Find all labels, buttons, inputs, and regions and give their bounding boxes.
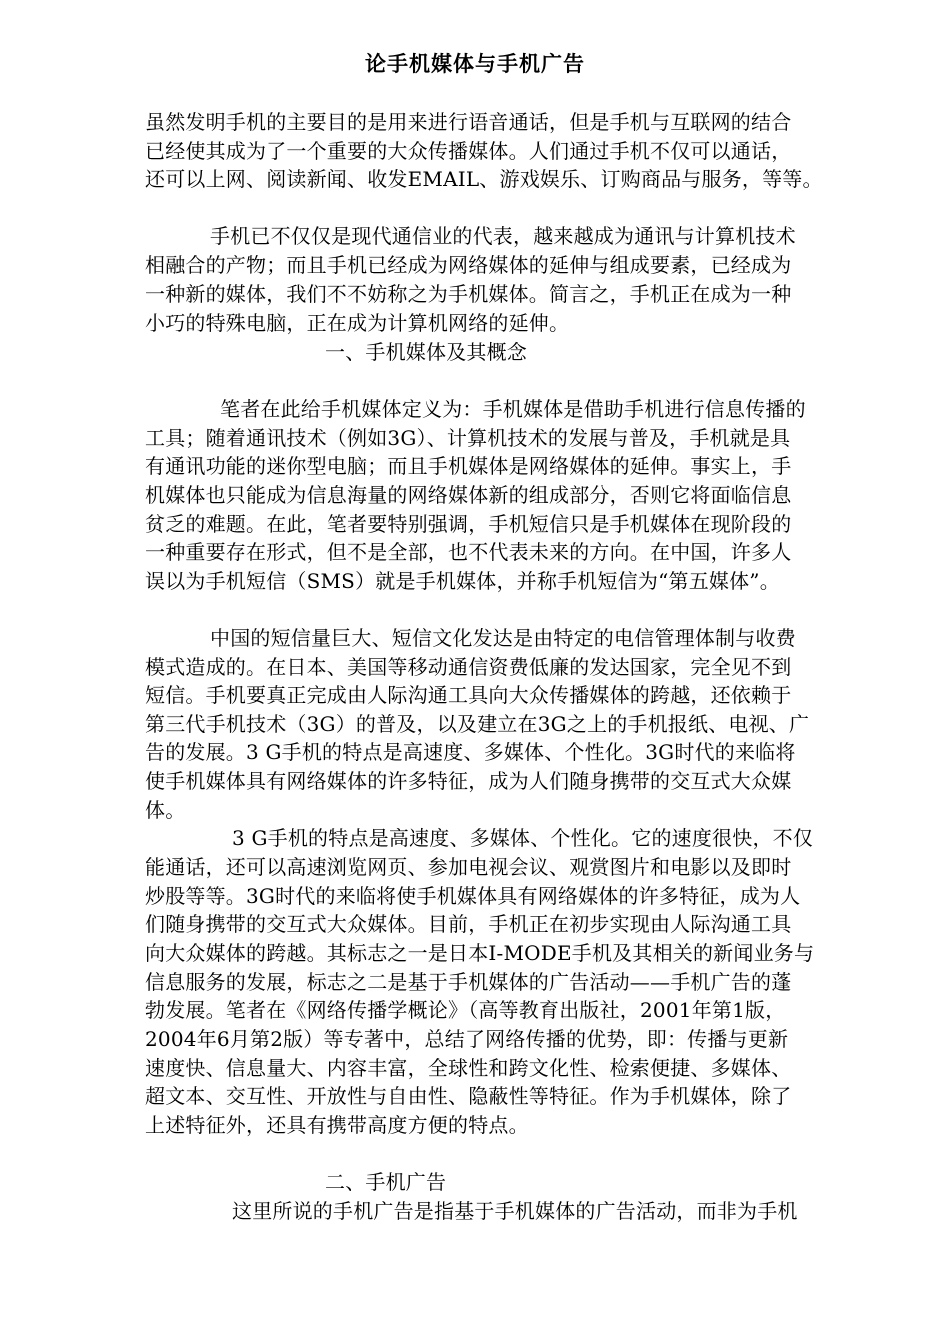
text-line: 炒股等等。3G时代的来临将使手机媒体具有网络媒体的许多特征，成为人	[145, 884, 801, 908]
text-line: 笔者在此给手机媒体定义为：手机媒体是借助手机进行信息传播的	[220, 397, 806, 421]
text-line: 2004年6月第2版）等专著中，总结了网络传播的优势，即：传播与更新	[145, 1027, 789, 1051]
text-line: 这里所说的手机广告是指基于手机媒体的广告活动，而非为手机	[232, 1199, 798, 1223]
text-line: 信息服务的发展，标志之二是基于手机媒体的广告活动——手机广告的蓬	[145, 970, 792, 994]
text-line: 一种新的媒体，我们不不妨称之为手机媒体。简言之，手机正在成为一种	[145, 282, 792, 306]
text-line: 二、手机广告	[325, 1170, 447, 1194]
document-title: 论手机媒体与手机广告	[365, 51, 585, 76]
text-line: 3 G手机的特点是高速度、多媒体、个性化。它的速度很快，不仅	[232, 826, 814, 850]
text-line: 一、手机媒体及其概念	[325, 340, 527, 364]
text-line: 告的发展。3 G手机的特点是高速度、多媒体、个性化。3G时代的来临将	[145, 740, 796, 764]
text-line: 体。	[145, 798, 186, 822]
text-line: 虽然发明手机的主要目的是用来进行语音通话，但是手机与互联网的结合	[145, 110, 792, 134]
text-line: 中国的短信量巨大、短信文化发达是由特定的电信管理体制与收费	[210, 626, 796, 650]
text-line: 工具；随着通讯技术（例如3G）、计算机技术的发展与普及，手机就是具	[145, 426, 791, 450]
text-line: 使手机媒体具有网络媒体的许多特征，成为人们随身携带的交互式大众媒	[145, 769, 792, 793]
text-line: 能通话，还可以高速浏览网页、参加电视会议、观赏图片和电影以及即时	[145, 855, 792, 879]
text-line: 模式造成的。在日本、美国等移动通信资费低廉的发达国家，完全见不到	[145, 655, 792, 679]
text-line: 超文本、交互性、开放性与自由性、隐蔽性等特征。作为手机媒体，除了	[145, 1084, 792, 1108]
text-line: 速度快、信息量大、内容丰富，全球性和跨文化性、检索便捷、多媒体、	[145, 1056, 792, 1080]
text-line: 有通讯功能的迷你型电脑；而且手机媒体是网络媒体的延伸。事实上，手	[145, 454, 792, 478]
text-line: 第三代手机技术（3G）的普及，以及建立在3G之上的手机报纸、电视、广	[145, 712, 810, 736]
text-line: 已经使其成为了一个重要的大众传播媒体。人们通过手机不仅可以通话，	[145, 139, 792, 163]
text-line: 勃发展。笔者在《网络传播学概论》（高等教育出版社，2001年第1版，	[145, 998, 786, 1022]
text-line: 手机已不仅仅是现代通信业的代表，越来越成为通讯与计算机技术	[210, 224, 796, 248]
text-line: 向大众媒体的跨越。其标志之一是日本I-MODE手机及其相关的新闻业务与	[145, 941, 815, 965]
text-line: 机媒体也只能成为信息海量的网络媒体新的组成部分，否则它将面临信息	[145, 483, 792, 507]
text-line: 贫乏的难题。在此，笔者要特别强调，手机短信只是手机媒体在现阶段的	[145, 512, 792, 536]
text-line: 相融合的产物；而且手机已经成为网络媒体的延伸与组成要素，已经成为	[145, 253, 792, 277]
text-line: 短信。手机要真正完成由人际沟通工具向大众传播媒体的跨越，还依赖于	[145, 683, 792, 707]
text-line: 们随身携带的交互式大众媒体。目前，手机正在初步实现由人际沟通工具	[145, 912, 792, 936]
text-line: 误以为手机短信（SMS）就是手机媒体，并称手机短信为“第五媒体”。	[145, 569, 780, 593]
text-line: 还可以上网、阅读新闻、收发EMAIL、游戏娱乐、订购商品与服务，等等。	[145, 167, 823, 191]
text-line: 一种重要存在形式，但不是全部，也不代表未来的方向。在中国，许多人	[145, 540, 792, 564]
text-line: 上述特征外，还具有携带高度方便的特点。	[145, 1113, 529, 1137]
text-line: 小巧的特殊电脑，正在成为计算机网络的延伸。	[145, 311, 570, 335]
